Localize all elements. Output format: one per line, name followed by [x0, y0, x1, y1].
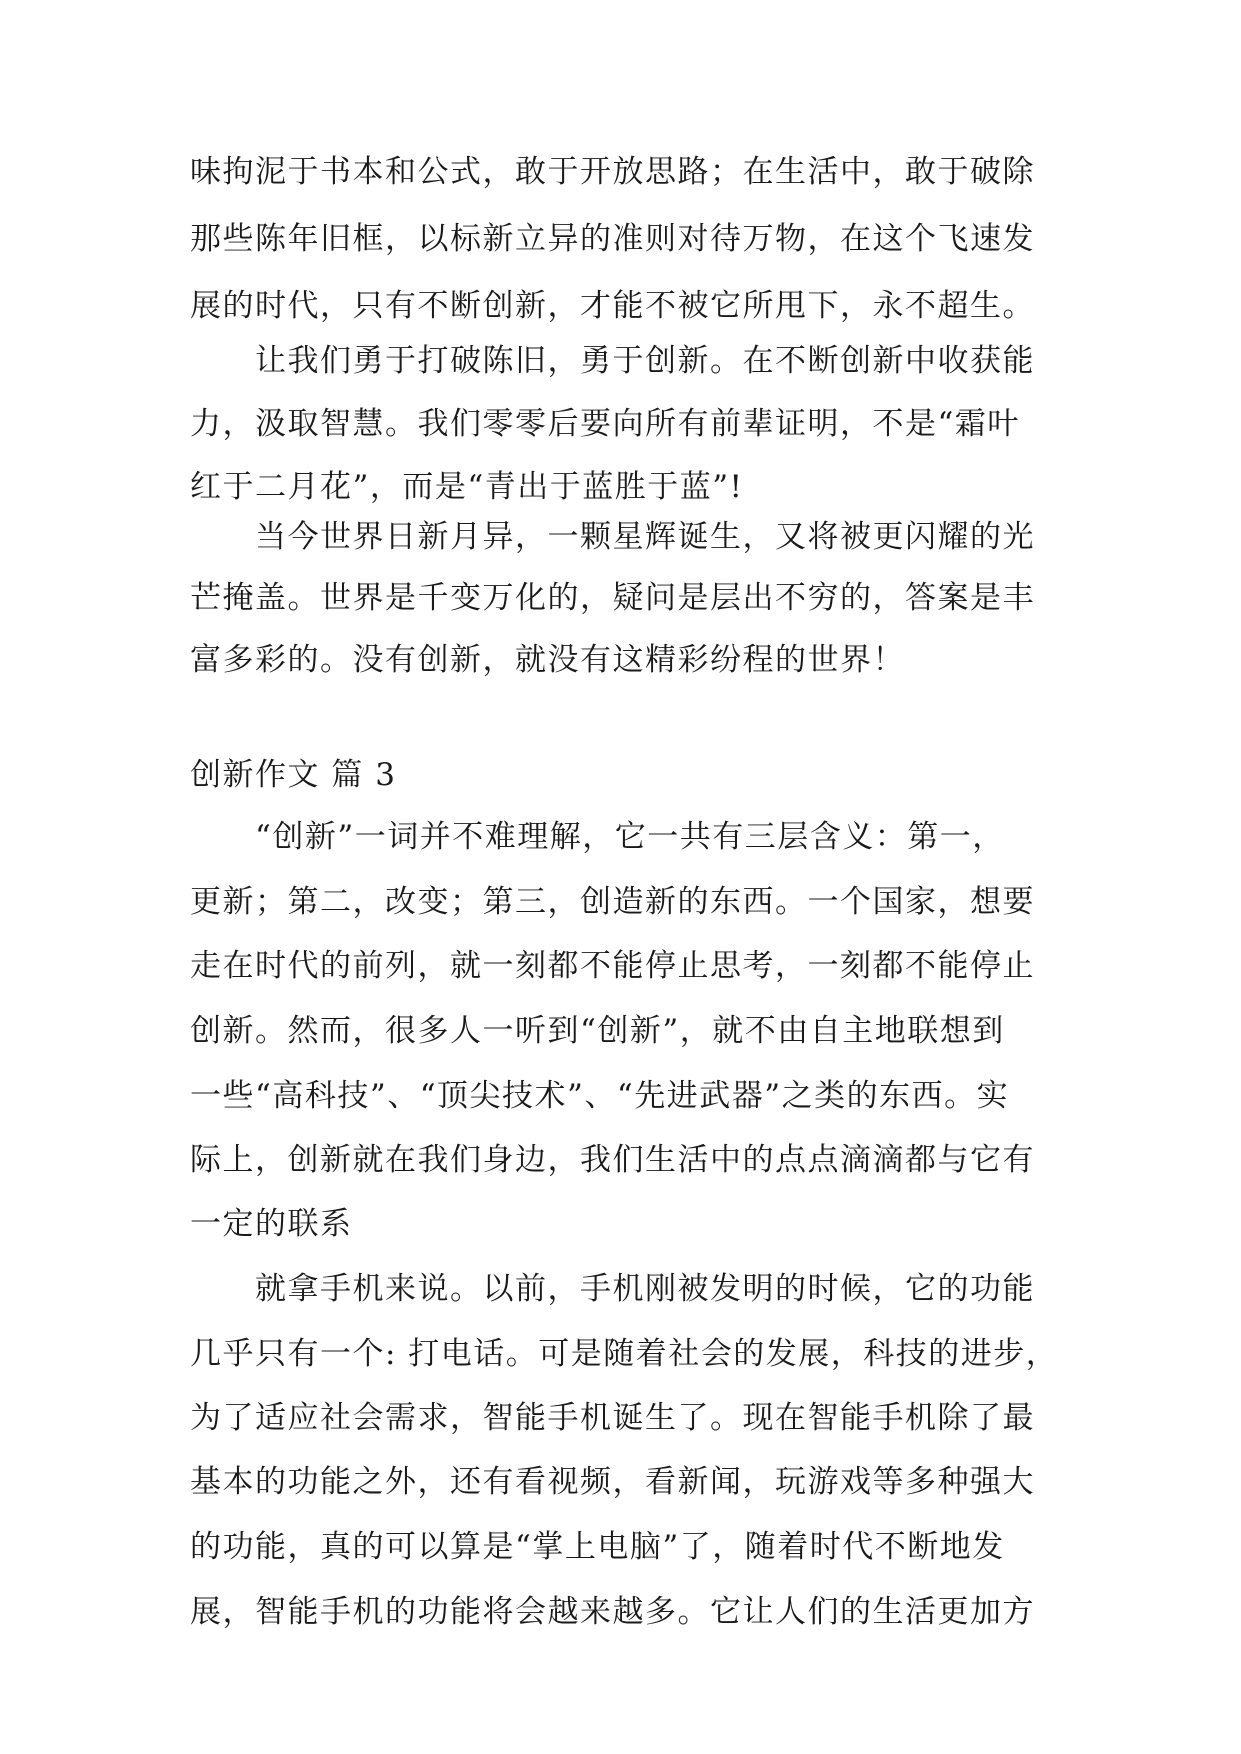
text-line: 际上，创新就在我们身边，我们生活中的点点滴滴都与它有 — [190, 1142, 1035, 1178]
text-line: 的功能，真的可以算是“掌上电脑”了，随着时代不断地发 — [190, 1529, 1005, 1565]
text-line: 味拘泥于书本和公式，敢于开放思路；在生活中，敢于破除 — [190, 154, 1035, 190]
text-line: 更新；第二，改变；第三，创造新的东西。一个国家，想要 — [190, 884, 1035, 920]
text-line: 走在时代的前列，就一刻都不能停止思考，一刻都不能停止 — [190, 948, 1035, 984]
text-line: 创新。然而，很多人一听到“创新”，就不由自主地联想到 — [190, 1013, 1005, 1049]
text-line: 让我们勇于打破陈旧，勇于创新。在不断创新中收获能 — [190, 343, 1035, 379]
text-line: 富多彩的。没有创新，就没有这精彩纷程的世界！ — [190, 642, 905, 678]
section-heading: 创新作文 篇 3 — [190, 757, 397, 793]
text-line: 力，汲取智慧。我们零零后要向所有前辈证明，不是“霜叶 — [190, 406, 1020, 442]
text-line: “创新”一词并不难理解，它一共有三层含义：第一， — [190, 819, 1005, 855]
text-line: 一定的联系 — [190, 1206, 353, 1242]
text-line: 展，智能手机的功能将会越来越多。它让人们的生活更加方 — [190, 1594, 1035, 1630]
text-line: 芒掩盖。世界是千变万化的，疑问是层出不穷的，答案是丰 — [190, 580, 1035, 616]
text-line: 几乎只有一个: 打电话。可是随着社会的发展，科技的进步， — [190, 1336, 1059, 1372]
text-line: 那些陈年旧框，以标新立异的准则对待万物，在这个飞速发 — [190, 221, 1035, 257]
text-line: 一些“高科技”、“顶尖技术”、“先进武器”之类的东西。实 — [190, 1078, 1010, 1114]
text-line: 基本的功能之外，还有看视频，看新闻，玩游戏等多种强大 — [190, 1464, 1035, 1500]
text-line: 就拿手机来说。以前，手机刚被发明的时候，它的功能 — [190, 1271, 1035, 1307]
text-line: 展的时代，只有不断创新，才能不被它所甩下，永不超生。 — [190, 288, 1035, 324]
text-line: 当今世界日新月异，一颗星辉诞生，又将被更闪耀的光 — [190, 519, 1035, 555]
text-line: 红于二月花”，而是“青出于蓝胜于蓝”! — [190, 469, 744, 505]
text-line: 为了适应社会需求，智能手机诞生了。现在智能手机除了最 — [190, 1400, 1035, 1436]
